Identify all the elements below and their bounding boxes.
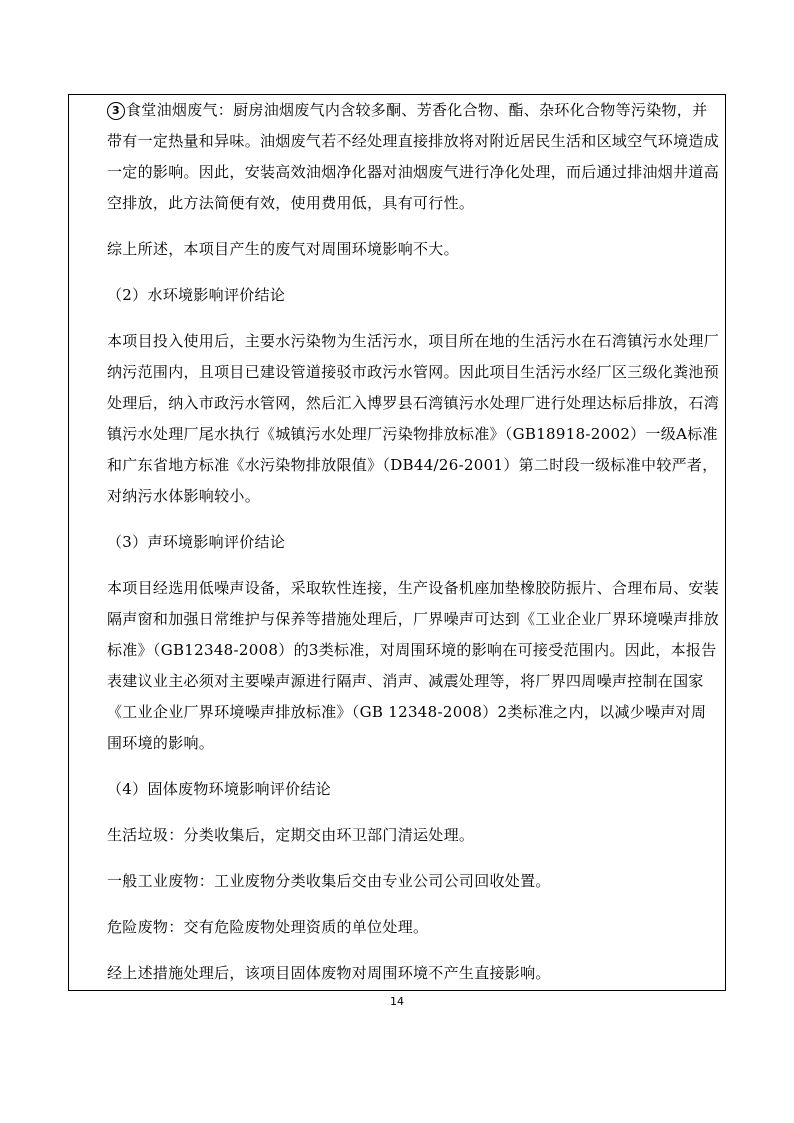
content-body xyxy=(107,95,721,989)
water-body-paragraph: 本项目投入使用后，主要水污染物为生活污水，项目所在地的生活污水在石湾镇污水处理厂纳污范围内，且项目已建设管道接驳市政污水管网。因此项目生活污水经厂区三级化粪池预处理后，纳入市政污水管网，然后汇入博罗县石湾镇污水处理厂进行处理达标后排放，石湾镇污水处理厂尾水执行《城镇污水处理厂污染物排放标准》（GB18918-2002）一级A标准和广东省地方标准《水污染物排放限值》（DB44/26-2001）第二时段一级标准中较严者，对纳污水体影响较小。 xyxy=(107,332,720,505)
solid-summary-paragraph: 经上述措施处理后，该项目固体废物对周围环境不产生直接影响。 xyxy=(107,964,551,982)
oil-smoke-paragraph xyxy=(107,95,721,219)
gas-summary-paragraph: 综上所述，本项目产生的废气对周围环境影响不大。 xyxy=(107,240,459,258)
page-number: 14 xyxy=(390,995,404,1008)
solid-section-heading: （4）固体废物环境影响评价结论 xyxy=(107,780,332,798)
content-table-frame xyxy=(68,94,726,991)
solid-industrial-paragraph: 一般工业废物：工业废物分类收集后交由专业公司公司回收处置。 xyxy=(107,872,551,890)
water-section-heading: （2）水环境影响评价结论 xyxy=(107,286,286,304)
solid-hazardous-paragraph: 危险废物：交有危险废物处理资质的单位处理。 xyxy=(107,918,429,936)
noise-body-paragraph: 本项目经选用低噪声设备，采取软性连接，生产设备机座加垫橡胶防振片、合理布局、安装隔声窗和加强日常维护与保养等措施处理后，厂界噪声可达到《工业企业厂界环境噪声排放标准》（GB12348-2008）的3类标准，对周围环境的影响在可接受范围内。因此，本报告表建议业主必须对主要噪声源进行隔声、消声、减震处理等，将厂界四周噪声控制在国家《工业企业厂界环境噪声排放标准》（GB 12348-2008）2类标准之内，以减少噪声对周围环境的影响。 xyxy=(107,579,720,752)
noise-section-heading: （3）声环境影响评价结论 xyxy=(107,533,286,551)
oil-smoke-text: 食堂油烟废气：厨房油烟废气内含较多酮、芳香化合物、酯、杂环化合物等污染物，并带有一定热量和异味。油烟废气若不经处理直接排放将对附近居民生活和区域空气环境造成一定的影响。因此，安装高效油烟净化器对油烟废气进行净化处理，而后通过排油烟井道高空排放，此方法简便有效，使用费用低，具有可行性。 xyxy=(107,101,720,212)
solid-domestic-paragraph: 生活垃圾：分类收集后，定期交由环卫部门清运处理。 xyxy=(107,826,475,844)
circled-number-3: 3 xyxy=(107,102,125,120)
